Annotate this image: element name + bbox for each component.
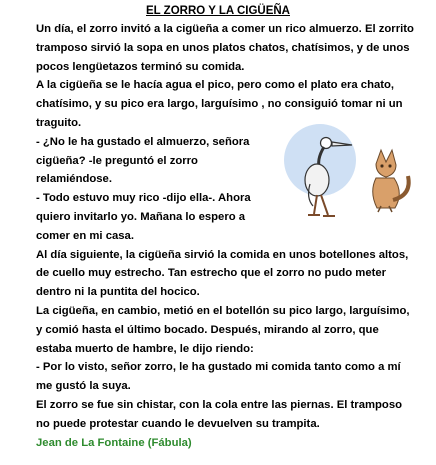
paragraph-4: - Todo estuvo muy rico -dijo ella-. Ahora quiero invitarlo yo. Mañana lo espero a comer en mi casa. xyxy=(36,192,251,242)
story-title: EL ZORRO Y LA CIGÜEÑA xyxy=(146,5,290,17)
paragraph-3: - ¿No le ha gustado el almuerzo, señora cigüeña? -le preguntó el zorro relamiéndose. xyxy=(36,135,250,186)
paragraph-1: Un día, el zorro invitó a la cigüeña a comer un rico almuerzo. El zorrito tramposo sirvió la sopa en unos platos chatos, chatísimos, y de unos pocos lengüetazos terminó su comida. xyxy=(36,23,414,73)
fox-icon xyxy=(373,150,409,212)
illustration xyxy=(280,118,415,228)
paragraph-5: Al día siguiente, la cigüeña sirvió la comida en unos botellones altos, de cuello muy estrecho. Tan estrecho que el zorro no pudo meter dentro ni la puntita del hocico. xyxy=(36,248,409,299)
stork-fox-illustration xyxy=(280,118,415,228)
paragraph-8: El zorro se fue sin chistar, con la cola entre las piernas. El tramposo no puede protestar cuando le devuelven su trampita. xyxy=(36,398,403,430)
paragraph-2: A la cigüeña se le hacía agua el pico, pero como el plato era chato, chatísimo, y su pico era largo, larguísimo , no consiguió tomar ni un traguito. xyxy=(36,79,403,129)
story-body xyxy=(36,20,416,452)
paragraph-7: - Por lo visto, señor zorro, le ha gustado mi comida tanto como a mí me gustó la suya. xyxy=(36,361,401,393)
author-credit: Jean de La Fontaine (Fábula) xyxy=(36,436,192,449)
paragraph-6: La cigüeña, en cambio, metió en el botellón su pico largo, larguísimo, y comió hasta el último bocado. Después, mirando al zorro, que estaba muerto de hambre, le dijo riendo: xyxy=(36,304,410,355)
